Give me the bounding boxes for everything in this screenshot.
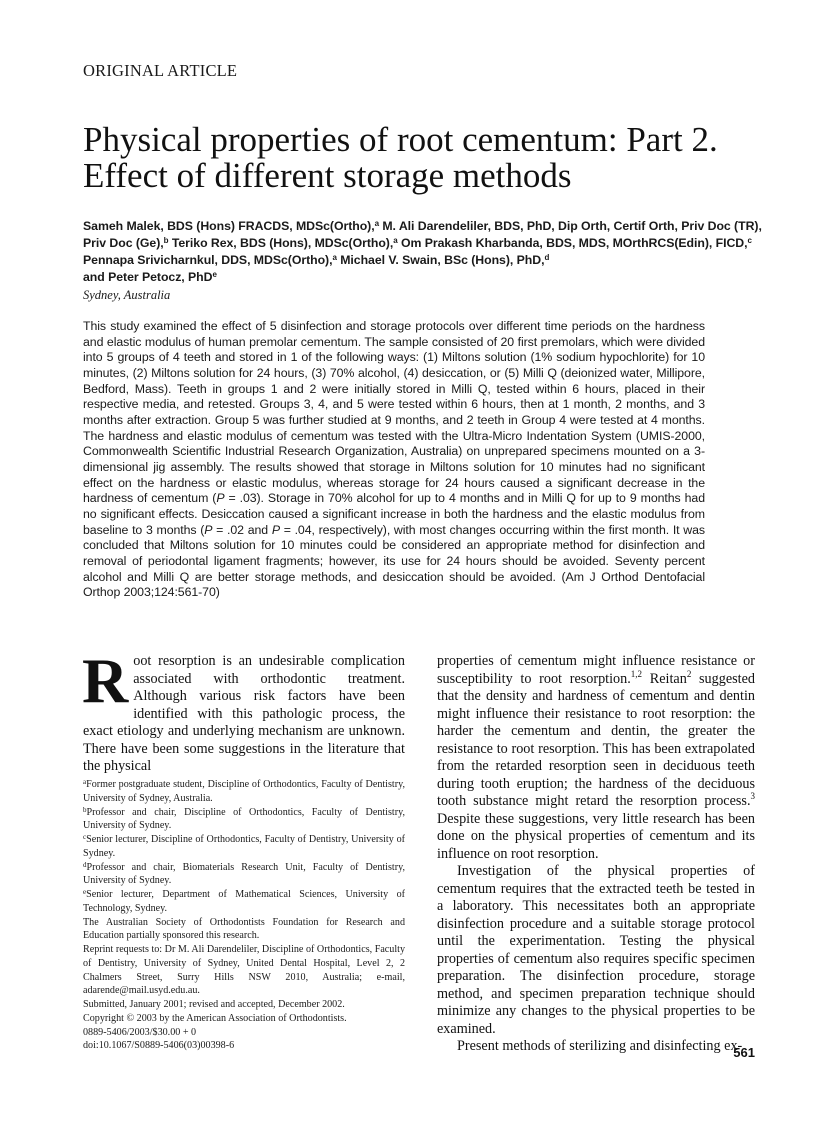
paragraph-text: Despite these suggestions, very little research has been done on the physical properties of cementum and its influence on root resorption.	[437, 810, 755, 862]
affiliation-mark: b	[163, 236, 169, 245]
title-line-2: Effect of different storage methods	[83, 156, 572, 195]
footnote-text: Professor and chair, Biomaterials Research Unit, Faculty of Dentistry, University of Sydney.	[83, 861, 405, 887]
left-column	[82, 645, 405, 776]
right-column	[437, 653, 755, 1056]
footnote-text: doi:10.1067/S0889-5406(03)00398-6	[83, 1040, 235, 1052]
intro-paragraph	[82, 645, 405, 776]
submission-dates	[83, 998, 405, 1012]
footnote-mark: d	[83, 860, 87, 869]
footnote	[83, 833, 405, 861]
body-paragraph: Investigation of the physical properties of cementum requires that the extracted teeth be tested in a laboratory. This necessitates both an appropriate disinfection procedure and a suitable storage protocol until the experimentation. Testing the physical properties of cementum also requires specific specimen preparation. The disinfection procedure, storage method, and specimen preparation technique should minimize any changes to the physical properties to be examined.	[437, 863, 755, 1037]
footnote-text: The Australian Society of Orthodontists Foundation for Research and Education partially sponsored this research.	[83, 916, 405, 942]
footnote-text: 0889-5406/2003/$30.00 + 0	[83, 1026, 197, 1038]
abstract-text: = .03). Storage in 70% alcohol for up to 4 months and in Milli Q for up to 9 months had no significant effects. Desiccation caused a significant increase in both the hardness and the elastic modulus from baseline to 3 months (	[83, 491, 705, 537]
footnote-text: Reprint requests to: Dr M. Ali Darendeliler, Discipline of Orthodontics, Faculty of Dentistry, University of Sydney, United Dental Hospital, Level 2, 2 Chalmers Street, Surry Hills NSW 2010, Australia; e-mail, adarende@mail.usyd.edu.au.	[83, 944, 405, 997]
affiliation-mark: a	[374, 219, 379, 228]
footnote	[83, 861, 405, 889]
affiliation-mark: e	[212, 270, 217, 279]
footnote-text: Former postgraduate student, Discipline of Orthodontics, Faculty of Dentistry, University of Sydney, Australia.	[83, 779, 405, 804]
footnote	[83, 806, 405, 834]
author-name: Michael V. Swain, BSc (Hons), PhD,	[336, 253, 545, 267]
author-name: and Peter Petocz, PhD	[83, 270, 213, 284]
footnote-mark: e	[83, 888, 87, 896]
author-name: Sameh Malek, BDS (Hons) FRACDS, MDSc(Ortho),	[83, 219, 375, 233]
funding-note	[83, 916, 405, 944]
abstract-text: = .02 and	[212, 522, 272, 537]
author-location: Sydney, Australia	[83, 288, 171, 302]
issn-price	[83, 1026, 405, 1040]
footnote	[83, 888, 405, 916]
title-line-1: Physical properties of root cementum: Part 2.	[83, 120, 718, 159]
footnote-text: Senior lecturer, Department of Mathematical Sciences, University of Technology, Sydney.	[83, 889, 405, 914]
footnote-mark: c	[83, 833, 87, 841]
footnote-mark: b	[83, 805, 87, 814]
citation-ref: 1,2	[630, 668, 643, 679]
affiliation-mark: d	[544, 253, 550, 262]
copyright-note	[83, 1012, 405, 1026]
body-paragraph: Present methods of sterilizing and disinfecting ex-	[457, 1038, 743, 1054]
footnote-mark: a	[83, 778, 87, 786]
footnote-text: Senior lecturer, Discipline of Orthodontics, Faculty of Dentistry, University of Sydney.	[83, 834, 405, 859]
author-name: M. Ali Darendeliler, BDS, PhD, Dip Orth, Certif Orth, Priv Doc (TR), Priv Doc (Ge),	[83, 219, 762, 250]
affiliation-mark: c	[747, 236, 752, 245]
body-paragraph	[437, 653, 755, 863]
paragraph-text: Reitan	[642, 670, 687, 687]
section-label: ORIGINAL ARTICLE	[83, 61, 238, 80]
abstract	[83, 319, 705, 601]
author-list	[83, 218, 763, 286]
footnote-text: Professor and chair, Discipline of Orthodontics, Faculty of Dentistry, University of Sydney.	[83, 806, 405, 832]
p-value-label: P	[216, 491, 225, 506]
p-value-label: P	[271, 522, 280, 537]
abstract-text: This study examined the effect of 5 disinfection and storage protocols over different time periods on the hardness and elastic modulus of human premolar cementum. The sample consisted of 20 first premolars, which were divided into 5 groups of 4 teeth and stored in 1 of the following ways: (1) Miltons solution (1% sodium hypochlorite) for 10 minutes, (2) Miltons solution for 24 hours, (3) 70% alcohol, (4) desiccation, or (5) Milli Q (deionized water, Millipore, Bedford, Mass). Teeth in groups 1 and 2 were initially stored in Milli Q, tested within 6 hours, placed in their respective media, and retested. Groups 3, 4, and 5 were tested within 6 hours, then at 1 month, 2 months, and 3 months after extraction. Group 5 was further studied at 9 months, and 2 teeth in Group 4 were tested at 4 months. The hardness and elastic modulus of cementum was tested with the Ultra-Micro Indentation System (UMIS-2000, Commonwealth Scientific Industrial Research Organization, Australia) on unprepared specimens mounted on a 3-dimensional jig assembly. The results showed that storage in Miltons solution for 10 minutes had no significant effect on the hardness or elastic modulus, whereas storage for 24 hours caused a significant decrease in the hardness of cementum (	[83, 319, 705, 506]
paragraph-text: properties of cementum might influence resistance or susceptibility to root resorption.	[437, 653, 755, 687]
citation-ref: 2	[686, 668, 692, 679]
author-name: Om Prakash Kharbanda, BDS, MDS, MOrthRCS(Edin), FICD,	[397, 236, 748, 250]
article-title	[83, 122, 783, 194]
author-name: Teriko Rex, BDS (Hons), MDSc(Ortho),	[168, 236, 394, 250]
doi	[83, 1039, 405, 1053]
drop-cap: R	[82, 645, 129, 716]
page-number: 561	[733, 1045, 755, 1060]
author-name: Pennapa Srivicharnkul, DDS, MDSc(Ortho),	[83, 253, 333, 267]
reprint-note	[83, 943, 405, 998]
affiliation-mark: a	[332, 253, 337, 262]
citation-ref: 3	[750, 791, 755, 801]
footnote	[83, 778, 405, 806]
footnotes	[83, 778, 405, 1053]
footnote-text: Copyright © 2003 by the American Association of Orthodontists.	[83, 1012, 347, 1024]
footnote-text: Submitted, January 2001; revised and accepted, December 2002.	[83, 999, 345, 1010]
p-value-label: P	[204, 522, 213, 537]
abstract-text: = .04, respectively), with most changes occurring within the first month. It was concluded that Miltons solution for 10 minutes could be considered an appropriate method for disinfection and removal of periodontal ligament fragments; however, its use for 24 hours should be avoided. Seventy percent alcohol and Milli Q are better storage methods, and desiccation should be avoided. (Am J Orthod Dentofacial Orthop 2003;124:561-70)	[83, 522, 705, 600]
paragraph-text: suggested that the density and hardness of cementum and dentin might influence their resistance to root resorption: the harder the cementum and dentin, the greater the resistance to root resorption. This has been extrapolated from the retarded resorption seen in deciduous teeth during tooth eruption; the hardness of the deciduous tooth substance might retard the resorption process.	[437, 670, 755, 809]
paragraph-text: oot resorption is an undesirable complication associated with orthodontic treatment. Although various risk factors have been identified with this pathologic process, the exact etiology and underlying mechanism are unknown. There have been some suggestions in the literature that the physical	[83, 653, 405, 774]
affiliation-mark: a	[393, 236, 398, 245]
